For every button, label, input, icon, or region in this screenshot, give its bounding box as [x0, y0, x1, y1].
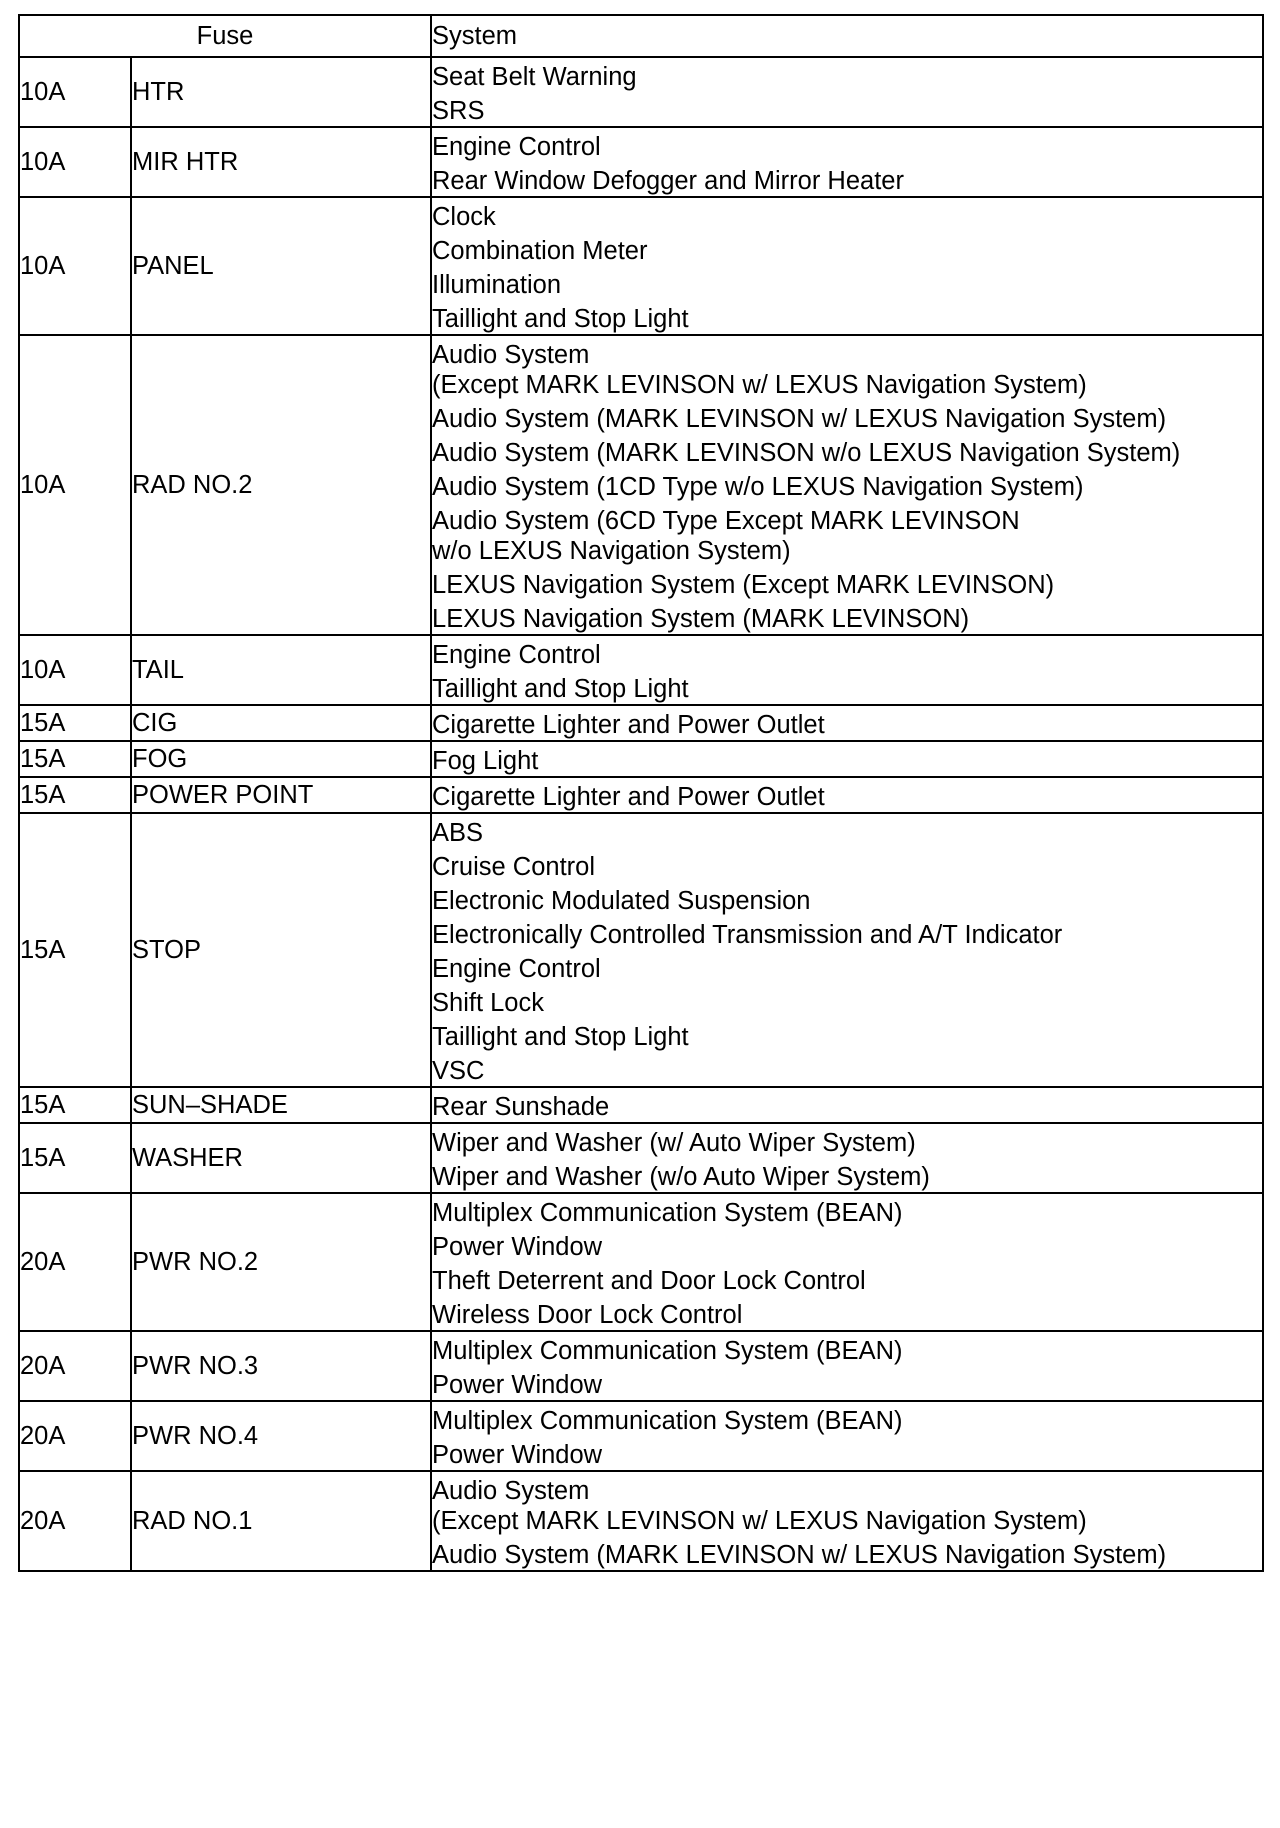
system-item: Illumination — [432, 271, 561, 299]
fuse-name: STOP — [131, 813, 431, 1087]
fuse-amperage: 20A — [19, 1471, 131, 1571]
header-system: System — [431, 15, 1263, 57]
table-row — [19, 1401, 1263, 1471]
system-item: Audio System (Except MARK LEVINSON w/ LEXUS Navigation System) — [432, 341, 1087, 399]
system-item: Combination Meter — [432, 237, 648, 265]
fuse-table-body — [19, 57, 1263, 1571]
table-row — [19, 1087, 1263, 1123]
fuse-systems — [431, 127, 1263, 197]
system-item: Wireless Door Lock Control — [432, 1301, 743, 1329]
system-item: Cigarette Lighter and Power Outlet — [432, 711, 825, 739]
system-item: VSC — [432, 1057, 485, 1085]
system-item: Taillight and Stop Light — [432, 675, 689, 703]
table-row — [19, 127, 1263, 197]
table-row — [19, 635, 1263, 705]
fuse-systems — [431, 813, 1263, 1087]
fuse-name: CIG — [131, 705, 431, 741]
fuse-amperage: 20A — [19, 1401, 131, 1471]
system-item: Multiplex Communication System (BEAN) — [432, 1407, 903, 1435]
system-item: Audio System (1CD Type w/o LEXUS Navigation System) — [432, 473, 1084, 501]
fuse-name: PANEL — [131, 197, 431, 335]
fuse-systems — [431, 1123, 1263, 1193]
header-fuse: Fuse — [19, 15, 431, 57]
table-row — [19, 813, 1263, 1087]
system-item: Multiplex Communication System (BEAN) — [432, 1199, 903, 1227]
fuse-name: RAD NO.1 — [131, 1471, 431, 1571]
fuse-systems — [431, 197, 1263, 335]
table-row — [19, 741, 1263, 777]
fuse-systems — [431, 777, 1263, 813]
fuse-name: TAIL — [131, 635, 431, 705]
system-item: Fog Light — [432, 747, 539, 775]
fuse-amperage: 10A — [19, 57, 131, 127]
fuse-name: WASHER — [131, 1123, 431, 1193]
system-item: Multiplex Communication System (BEAN) — [432, 1337, 903, 1365]
table-row — [19, 335, 1263, 635]
header-row — [19, 15, 1263, 57]
system-item: Wiper and Washer (w/ Auto Wiper System) — [432, 1129, 916, 1157]
fuse-name: MIR HTR — [131, 127, 431, 197]
fuse-name: HTR — [131, 57, 431, 127]
table-row — [19, 705, 1263, 741]
fuse-systems — [431, 1401, 1263, 1471]
fuse-amperage: 15A — [19, 1087, 131, 1123]
table-row — [19, 1123, 1263, 1193]
fuse-name: PWR NO.4 — [131, 1401, 431, 1471]
fuse-amperage: 15A — [19, 777, 131, 813]
system-item: LEXUS Navigation System (MARK LEVINSON) — [432, 605, 970, 633]
system-item: Rear Sunshade — [432, 1093, 610, 1121]
fuse-amperage: 15A — [19, 741, 131, 777]
system-item: Seat Belt Warning — [432, 63, 637, 91]
fuse-systems — [431, 635, 1263, 705]
fuse-amperage: 20A — [19, 1331, 131, 1401]
system-item: Electronically Controlled Transmission and A/T Indicator — [432, 921, 1063, 949]
fuse-systems — [431, 57, 1263, 127]
system-item: LEXUS Navigation System (Except MARK LEVINSON) — [432, 571, 1055, 599]
system-item: Clock — [432, 203, 496, 231]
table-row — [19, 197, 1263, 335]
system-item: Electronic Modulated Suspension — [432, 887, 811, 915]
system-item: Audio System (6CD Type Except MARK LEVINSON w/o LEXUS Navigation System) — [432, 507, 1020, 565]
system-item: Audio System (Except MARK LEVINSON w/ LEXUS Navigation System) — [432, 1477, 1087, 1535]
fuse-amperage: 10A — [19, 335, 131, 635]
fuse-name: PWR NO.3 — [131, 1331, 431, 1401]
system-item: Power Window — [432, 1233, 603, 1261]
system-item: Rear Window Defogger and Mirror Heater — [432, 167, 904, 195]
fuse-name: SUN–SHADE — [131, 1087, 431, 1123]
table-row — [19, 57, 1263, 127]
system-item: SRS — [432, 97, 485, 125]
fuse-systems — [431, 1331, 1263, 1401]
system-item: Theft Deterrent and Door Lock Control — [432, 1267, 866, 1295]
system-item: Cigarette Lighter and Power Outlet — [432, 783, 825, 811]
system-item: Shift Lock — [432, 989, 544, 1017]
system-item: Audio System (MARK LEVINSON w/ LEXUS Navigation System) — [432, 1541, 1167, 1569]
fuse-amperage: 15A — [19, 1123, 131, 1193]
fuse-systems — [431, 1087, 1263, 1123]
table-row — [19, 1471, 1263, 1571]
system-item: Audio System (MARK LEVINSON w/o LEXUS Navigation System) — [432, 439, 1181, 467]
system-item: Wiper and Washer (w/o Auto Wiper System) — [432, 1163, 930, 1191]
fuse-amperage: 10A — [19, 635, 131, 705]
system-item: ABS — [432, 819, 484, 847]
system-item: Cruise Control — [432, 853, 595, 881]
fuse-systems — [431, 741, 1263, 777]
fuse-name: PWR NO.2 — [131, 1193, 431, 1331]
system-item: Engine Control — [432, 133, 601, 161]
system-item: Taillight and Stop Light — [432, 305, 689, 333]
fuse-systems — [431, 1471, 1263, 1571]
fuse-systems — [431, 335, 1263, 635]
fuse-systems — [431, 705, 1263, 741]
fuse-amperage: 10A — [19, 127, 131, 197]
fuse-amperage: 15A — [19, 813, 131, 1087]
fuse-systems — [431, 1193, 1263, 1331]
fuse-name: RAD NO.2 — [131, 335, 431, 635]
system-item: Engine Control — [432, 955, 601, 983]
fuse-amperage: 20A — [19, 1193, 131, 1331]
fuse-amperage: 10A — [19, 197, 131, 335]
table-row — [19, 1193, 1263, 1331]
system-item: Power Window — [432, 1441, 603, 1469]
table-row — [19, 777, 1263, 813]
system-item: Audio System (MARK LEVINSON w/ LEXUS Navigation System) — [432, 405, 1167, 433]
system-item: Engine Control — [432, 641, 601, 669]
system-item: Power Window — [432, 1371, 603, 1399]
system-item: Taillight and Stop Light — [432, 1023, 689, 1051]
fuse-name: POWER POINT — [131, 777, 431, 813]
table-row — [19, 1331, 1263, 1401]
fuse-table — [18, 14, 1264, 1572]
fuse-name: FOG — [131, 741, 431, 777]
fuse-amperage: 15A — [19, 705, 131, 741]
